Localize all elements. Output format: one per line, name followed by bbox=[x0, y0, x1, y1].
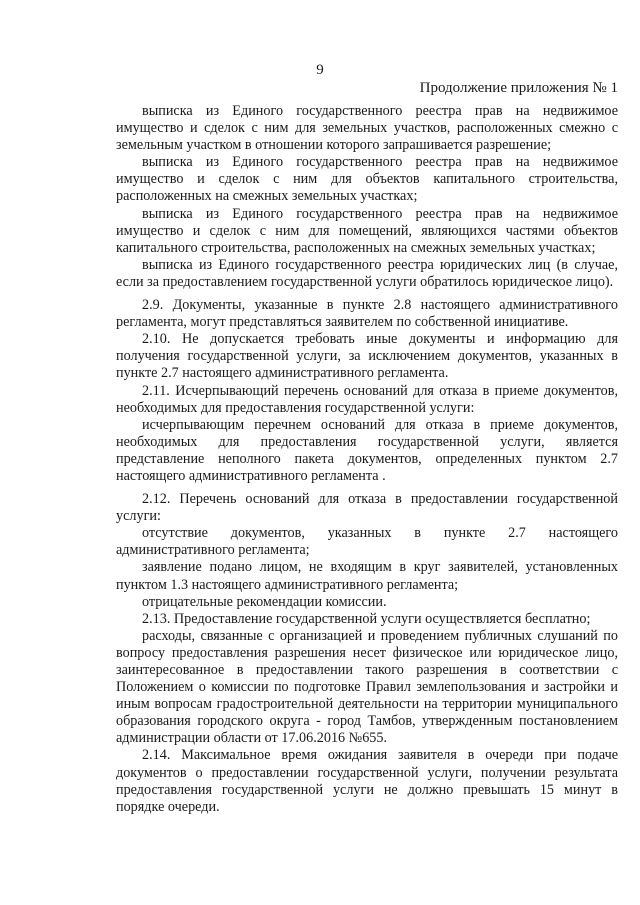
paragraph-extract-capital-objects: выписка из Единого государственного реестра прав на недвижимое имущество и сделок с ним для объектов капитального строительства, расположенных на смежных земельных участках; bbox=[116, 154, 618, 205]
paragraph-2-11: 2.11. Исчерпывающий перечень оснований для отказа в приеме документов, необходимых для предоставления государственной услуги: bbox=[116, 382, 618, 416]
page-number: 9 bbox=[316, 62, 324, 78]
paragraph-2-12: 2.12. Перечень оснований для отказа в предоставлении государственной услуги: bbox=[116, 491, 618, 525]
paragraph-2-10: 2.10. Не допускается требовать иные документы и информацию для получения государственной услуги, за исключением документов, указанных в пункте 2.7 настоящего административного регламента. bbox=[116, 331, 618, 382]
paragraph-extract-legal-entities: выписка из Единого государственного реестра юридических лиц (в случае, если за предоставлением государственной услуги обратилось юридическое лицо). bbox=[116, 256, 618, 290]
paragraph-2-13-costs: расходы, связанные с организацией и проведением публичных слушаний по вопросу предоставления разрешения несет физическое или юридическое лицо, заинтересованное в предоставлении такого разрешения в соответствии с Положением о комиссии по подготовке Правил землепользования и застройки и иным вопросам градостроительной деятельности на территории муниципального образования городского округа - город Тамбов, утвержденным постановлением администрации области от 17.06.2016 №655. bbox=[116, 627, 618, 747]
paragraph-2-11-list: исчерпывающим перечнем оснований для отказа в приеме документов, необходимых для предоставления государственной услуги, является представление неполного пакета документов, определенных пунктом 2.7 настоящего административного регламента . bbox=[116, 416, 618, 484]
document-body bbox=[116, 103, 618, 816]
paragraph-extract-land-plots: выписка из Единого государственного реестра прав на недвижимое имущество и сделок с ним для земельных участков, расположенных смежно с земельным участком в отношении которого запрашивается разрешение; bbox=[116, 103, 618, 154]
paragraph-extract-premises: выписка из Единого государственного реестра прав на недвижимое имущество и сделок с ним для помещений, являющихся частями объектов капитального строительства, расположенных на смежных земельных участках; bbox=[116, 205, 618, 256]
paragraph-2-12-item-1: отсутствие документов, указанных в пункте 2.7 настоящего административного регламента; bbox=[116, 525, 618, 559]
paragraph-2-12-item-2: заявление подано лицом, не входящим в круг заявителей, установленных пунктом 1.3 настоящего административного регламента; bbox=[116, 559, 618, 593]
paragraph-2-9: 2.9. Документы, указанные в пункте 2.8 настоящего административного регламента, могут представляться заявителем по собственной инициативе. bbox=[116, 297, 618, 331]
paragraph-2-12-item-3: отрицательные рекомендации комиссии. bbox=[142, 593, 387, 610]
paragraph-2-13: 2.13. Предоставление государственной услуги осуществляется бесплатно; bbox=[142, 610, 591, 627]
paragraph-2-14: 2.14. Максимальное время ожидания заявителя в очереди при подаче документов о предоставлении государственной услуги, получении результата предоставления государственной услуги не должно превышать 15 минут в порядке очереди. bbox=[116, 747, 618, 815]
appendix-continuation-note: Продолжение приложения № 1 bbox=[419, 80, 618, 96]
